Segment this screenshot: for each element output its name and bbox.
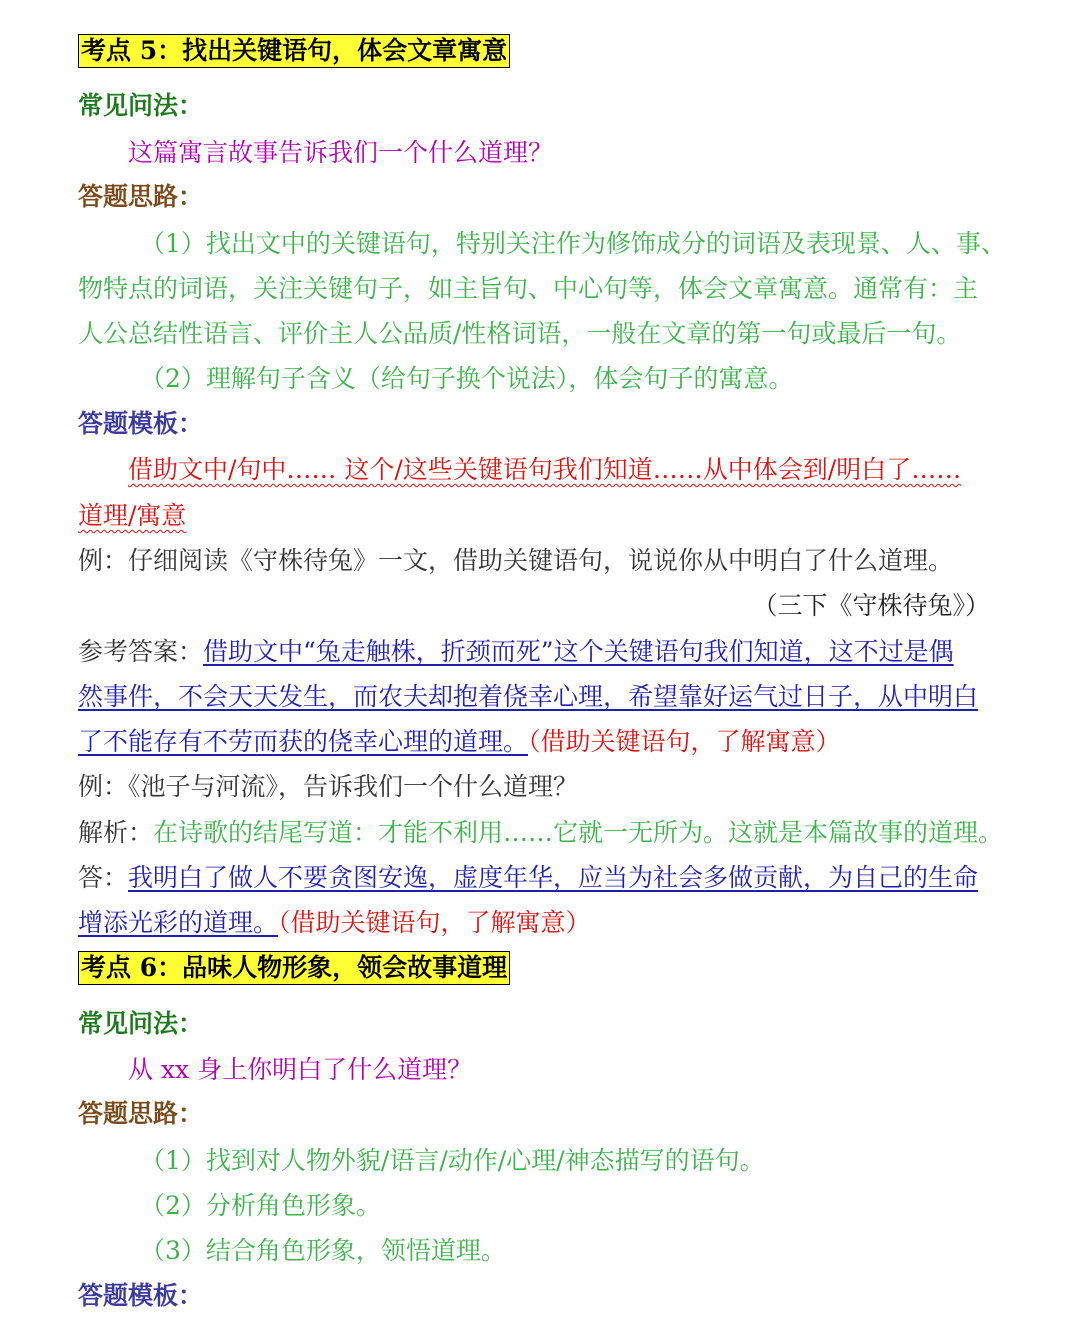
- section5-heading: 考点 5：找出关键语句，体会文章寓意: [78, 34, 510, 68]
- example2-prompt: 例：《池子与河流》，告诉我们一个什么道理？: [78, 772, 579, 801]
- answer-line: [78, 726, 841, 758]
- analysis-label: 解析：: [78, 818, 154, 847]
- answer-text: 了不能存有不劳而获的侥幸心理的道理。: [78, 727, 529, 756]
- approach-line: （3）结合角色形象，领悟道理。: [140, 1236, 506, 1265]
- answer-text: 我明白了做人不要贪图安逸，虚度年华，应当为社会多做贡献，为自己的生命: [128, 863, 979, 892]
- approach-line: 人公总结性语言、评价主人公品质/性格词语，一般在文章的第一句或最后一句。: [78, 319, 962, 348]
- answer-label: 答：: [78, 863, 129, 892]
- approach-line: （2）理解句子含义（给句子换个说法），体会句子的寓意。: [140, 364, 794, 393]
- template-line: 道理/寓意: [78, 501, 187, 530]
- answer-label: 参考答案：: [78, 637, 204, 666]
- common-question-label: 常见问法：: [78, 91, 204, 120]
- answer-text: 然事件，不会天天发生，而农夫却抱着侥幸心理，希望靠好运气过日子，从中明白: [78, 682, 979, 711]
- approach-label: 答题思路：: [78, 1099, 204, 1128]
- approach-line: （2）分析角色形象。: [140, 1191, 381, 1220]
- reference-answer: [78, 636, 954, 668]
- answer-note: （借助关键语句，了解寓意）: [278, 908, 591, 937]
- approach-line: （1）找到对人物外貌/语言/动作/心理/神态描写的语句。: [140, 1146, 765, 1175]
- answer-line: [78, 907, 591, 939]
- approach-line: （1）找出文中的关键语句，特别关注作为修饰成分的词语及表现景、人、事、: [140, 229, 1006, 258]
- common-question-label: 常见问法：: [78, 1009, 204, 1038]
- analysis-text: 在诗歌的结尾写道：才能不利用……它就一无所为。这就是本篇故事的道理。: [153, 818, 1004, 847]
- answer-text: 增添光彩的道理。: [78, 908, 279, 937]
- template-label: 答题模板：: [78, 409, 204, 438]
- answer-text: 借助文中“兔走触株，折颈而死”这个关键语句我们知道，这不过是偶: [203, 637, 954, 666]
- common-question-text: 从 xx 身上你明白了什么道理？: [128, 1055, 473, 1084]
- template-label: 答题模板：: [78, 1281, 204, 1310]
- common-question-text: 这篇寓言故事告诉我们一个什么道理？: [128, 138, 554, 167]
- example-source: （三下《守株待兔》）: [752, 591, 990, 620]
- analysis: [78, 817, 1003, 849]
- answer-note: （借助关键语句，了解寓意）: [528, 727, 841, 756]
- example2-answer: [78, 862, 978, 894]
- template-line: 借助文中/句中…… 这个/这些关键语句我们知道……从中体会到/明白了……: [128, 455, 962, 484]
- example-prompt: 例：仔细阅读《守株待兔》一文，借助关键语句，说说你从中明白了什么道理。: [78, 546, 954, 575]
- approach-label: 答题思路：: [78, 182, 204, 211]
- approach-line: 物特点的词语，关注关键句子，如主旨句、中心句等，体会文章寓意。通常有：主: [78, 274, 979, 303]
- section6-heading: 考点 6：品味人物形象，领会故事道理: [78, 951, 510, 985]
